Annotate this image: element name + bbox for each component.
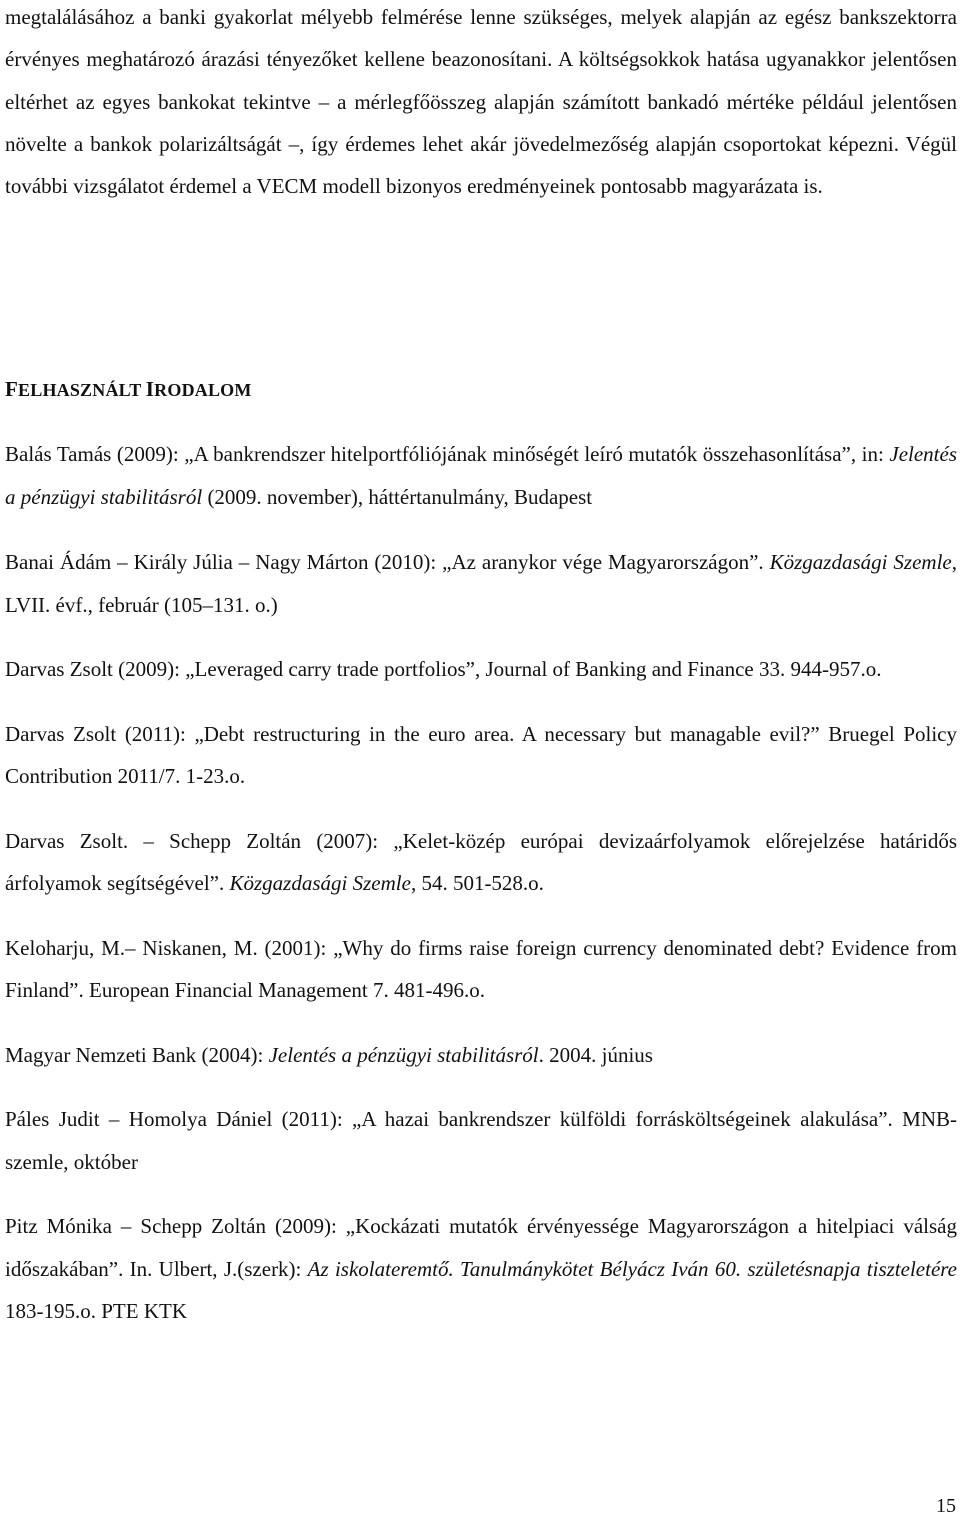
heading-rest-2: RODALOM — [154, 380, 252, 400]
reference-text: Pitz Mónika – Schepp Zoltán (2009): „Kockázati mutatók érvényessége Magyarországon a hitelpiaci válság időszakában”. In. Ulbert, J.(szerk): — [5, 1214, 957, 1281]
reference-text: Balás Tamás (2009): „A bankrendszer hitelportfóliójának minőségét leíró mutatók összehasonlítása”, in: — [5, 442, 890, 466]
reference-text: 183-195.o. PTE KTK — [5, 1299, 187, 1323]
reference-item — [5, 713, 957, 798]
reference-text: Banai Ádám – Király Júlia – Nagy Márton (2010): „Az aranykor vége Magyarországon”. — [5, 550, 770, 574]
reference-item — [5, 541, 957, 626]
reference-italic-text: Jelentés a pénzügyi stabilitásról — [268, 1042, 539, 1067]
reference-item — [5, 927, 957, 1012]
reference-item — [5, 1205, 957, 1333]
page-number: 15 — [936, 1495, 956, 1517]
reference-item — [5, 433, 957, 518]
reference-list — [5, 433, 957, 1355]
reference-italic-text: Közgazdasági Szemle — [769, 550, 952, 574]
heading-rest-1: ELHASZNÁLT — [18, 380, 146, 400]
intro-paragraph: megtalálásához a banki gyakorlat mélyebb felmérése lenne szükséges, melyek alapján az egész bankszektorra érvényes meghatározó árazási tényezőket kellene beazonosítani. A költségsokkok hatása ugyanakkor jelentősen eltérhet az egyes bankokat tekintve – a mérlegfőösszeg alapján számított bankadó mértéke például jelentősen növelte a bankok polarizáltságát –, így érdemes lehet akár jövedelmezőség alapján csoportokat képezni. Végül további vizsgálatot érdemel a VECM modell bizonyos eredményeinek pontosabb magyarázata is. — [5, 5, 957, 199]
reference-italic-text: Jelentés a pénzügyi stabilitásról — [5, 442, 957, 509]
reference-text: Páles Judit – Homolya Dániel (2011): „A hazai bankrendszer külföldi forrásköltségeinek alakulása”. MNB-szemle, október — [5, 1107, 957, 1174]
reference-italic-text: Közgazdasági Szemle — [229, 871, 411, 895]
reference-text: Magyar Nemzeti Bank (2004): — [5, 1042, 269, 1067]
heading-initial-1: F — [5, 377, 19, 401]
reference-text: . 2004. június — [538, 1042, 653, 1067]
reference-item — [5, 820, 957, 905]
heading-initial-2: I — [145, 377, 155, 401]
reference-text: , 54. 501-528.o. — [410, 871, 544, 895]
reference-text: , LVII. évf., február (105–131. o.) — [5, 550, 957, 617]
reference-item — [5, 1098, 957, 1183]
reference-text: Darvas Zsolt (2011): „Debt restructuring in the euro area. A necessary but managable evil?” Bruegel Policy Contribution 2011/7. 1-23.o. — [5, 721, 957, 788]
reference-text: (2009. november), háttértanulmány, Budapest — [202, 484, 593, 509]
reference-item — [5, 648, 957, 691]
reference-item — [5, 1034, 957, 1077]
reference-italic-text: Az iskolateremtő. Tanulmánykötet Bélyácz Iván 60. születésnapja tiszteletére — [307, 1256, 957, 1281]
reference-text: Darvas Zsolt (2009): „Leveraged carry trade portfolios”, Journal of Banking and Finance 33. 944-957.o. — [5, 657, 882, 681]
reference-text: Keloharju, M.– Niskanen, M. (2001): „Why do firms raise foreign currency denominated debt? Evidence from Finland”. European Financial Management 7. 481-496.o. — [5, 935, 957, 1002]
references-heading — [5, 374, 252, 405]
reference-text: Darvas Zsolt. – Schepp Zoltán (2007): „Kelet-közép európai devizaárfolyamok előrejelzése határidős árfolyamok segítségével”. — [5, 828, 957, 895]
